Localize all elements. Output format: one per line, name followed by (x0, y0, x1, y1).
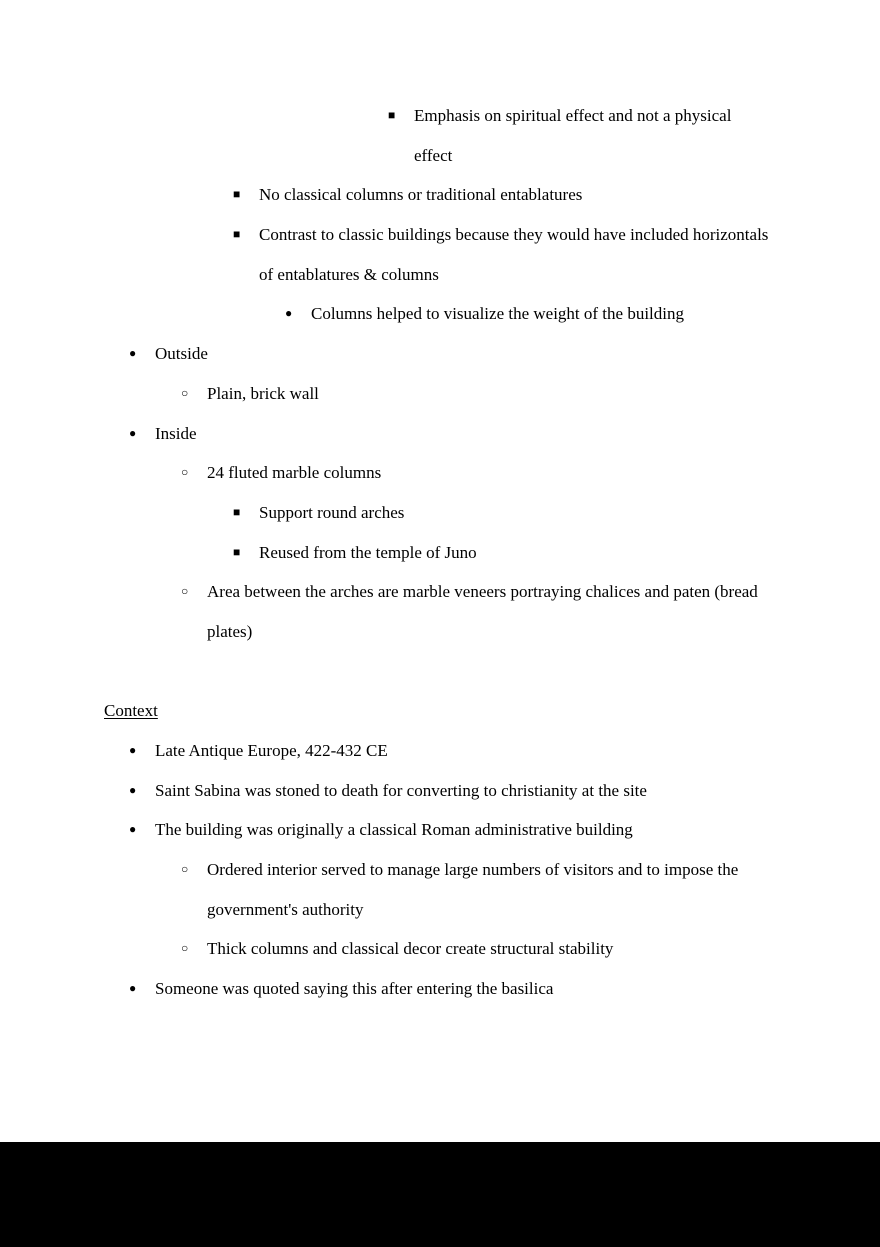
bullet-list-line (0, 453, 880, 493)
wrapped-line (0, 612, 880, 652)
bullet-square-icon: ■ (388, 108, 396, 122)
bullet-disc-icon: ● (129, 822, 137, 837)
line-text: No classical columns or traditional entablatures (259, 185, 583, 205)
bullet-list-line (0, 969, 880, 1009)
bullet-list-line (0, 572, 880, 612)
bullet-list-line (0, 850, 880, 890)
line-text: 24 fluted marble columns (207, 463, 382, 483)
bullet-disc-icon: ● (129, 743, 137, 757)
line-text: Late Antique Europe, 422-432 CE (155, 741, 388, 760)
line-text: Plain, brick wall (207, 383, 319, 403)
line-text: Inside (155, 423, 197, 443)
line-text: Thick columns and classical decor create structural stability (207, 939, 614, 959)
letterbox (0, 1142, 880, 1247)
bullet-disc-icon: ● (129, 981, 137, 996)
line-text: Ordered interior served to manage large numbers of visitors and to impose the (207, 860, 739, 880)
line-text: of entablatures & columns (259, 264, 439, 284)
heading-line (0, 691, 880, 731)
bullet-disc-icon: ● (285, 306, 293, 321)
bullet-list-line (0, 810, 880, 850)
bullet-square-icon: ■ (233, 544, 241, 559)
bullet-circle-icon: ○ (181, 465, 189, 480)
bullet-disc-icon: ● (129, 346, 137, 361)
line-text: Support round arches (259, 502, 405, 522)
line-text: Area between the arches are marble veneers portraying chalices and paten (bread (207, 582, 758, 602)
line-text: effect (414, 145, 453, 165)
line-text: Someone was quoted saying this after entering the basilica (155, 979, 554, 999)
line-text: Contrast to classic buildings because they would have included horizontals (259, 225, 769, 245)
line-text: Reused from the temple of Juno (259, 542, 477, 562)
bullet-circle-icon: ○ (181, 385, 189, 400)
line-text: plates) (207, 621, 253, 641)
bullet-list-line (0, 493, 880, 533)
bullet-square-icon: ■ (233, 504, 241, 519)
bullet-disc-icon: ● (129, 425, 137, 440)
bullet-circle-icon: ○ (181, 941, 189, 956)
line-text: government's authority (207, 899, 364, 919)
line-text: Emphasis on spiritual effect and not a physical (414, 106, 732, 125)
bullet-list-line (0, 771, 880, 811)
line-text: Outside (155, 344, 208, 364)
bullet-square-icon: ■ (233, 187, 241, 202)
line-text: Columns helped to visualize the weight of the building (311, 304, 684, 324)
wrapped-line (0, 890, 880, 930)
line-text: The building was originally a classical Roman administrative building (155, 820, 633, 840)
bullet-list-line (0, 533, 880, 573)
section-heading: Context (104, 701, 158, 721)
bullet-list-line (0, 929, 880, 969)
bullet-disc-icon: ● (129, 782, 137, 797)
bullet-circle-icon: ○ (181, 862, 189, 877)
line-text: Saint Sabina was stoned to death for converting to christianity at the site (155, 780, 647, 800)
bullet-list-line (0, 374, 880, 414)
bullet-list-line (0, 96, 880, 136)
wrapped-line (0, 136, 880, 176)
wrapped-line (0, 255, 880, 295)
bullet-list-line (0, 294, 880, 334)
bullet-list-line (0, 731, 880, 771)
bullet-square-icon: ■ (233, 227, 241, 242)
bullet-list-line (0, 334, 880, 374)
blank-line (0, 652, 880, 692)
bullet-list-line (0, 175, 880, 215)
bullet-list-line (0, 414, 880, 454)
bullet-list-line (0, 215, 880, 255)
bullet-circle-icon: ○ (181, 584, 189, 599)
